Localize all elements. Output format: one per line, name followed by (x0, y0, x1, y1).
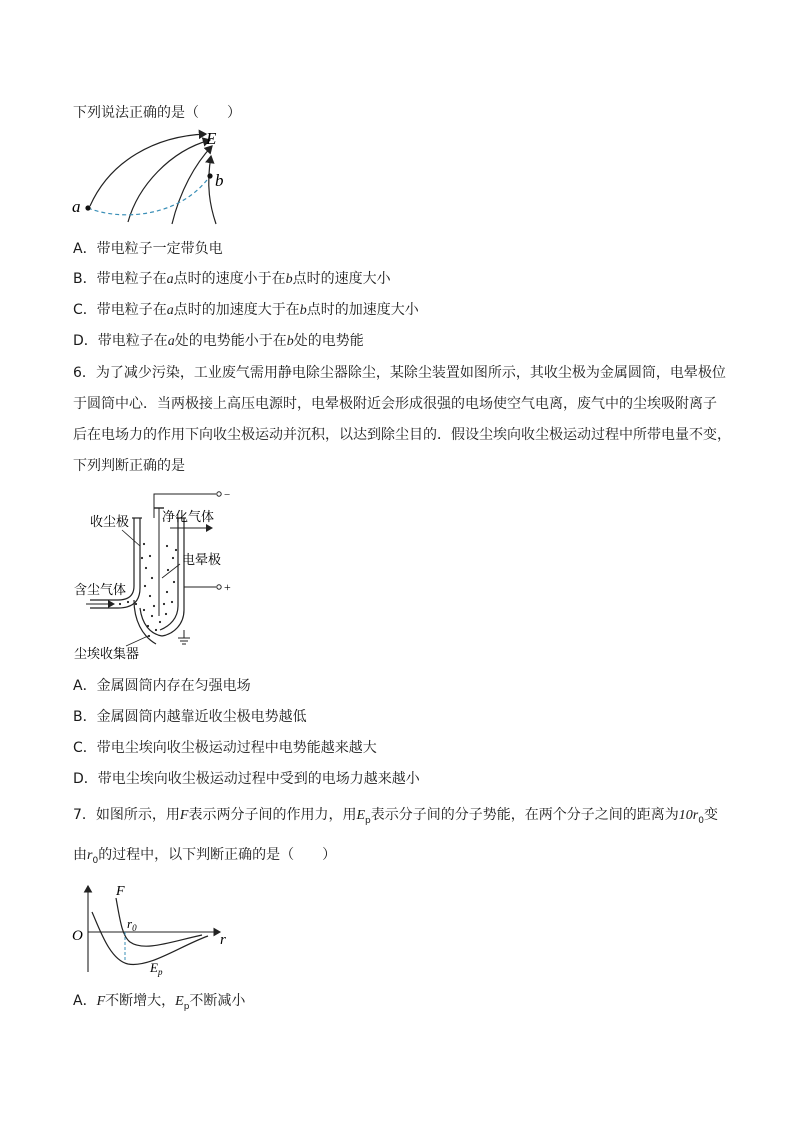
terminal-positive (217, 585, 221, 589)
label-clean-gas: 净化气体 (162, 510, 215, 525)
point-a (85, 205, 90, 210)
label-r0: $r_0$ (127, 916, 137, 933)
label-dusty-gas: 含尘气体 (74, 583, 127, 598)
label-r: r (220, 932, 226, 948)
ground-symbol (178, 630, 190, 644)
label-o: O (72, 928, 83, 944)
q6-precipitator-figure (70, 486, 270, 661)
q6-line-1: 6．为了减少污染，工业废气需用静电除尘器除尘，某除尘装置如图所示，其收尘极为金属圆筒，电晕极位 (73, 365, 726, 381)
q7-option-a: A．F不断增大，$E_p$不断减小 (73, 993, 246, 1012)
point-b (207, 173, 212, 178)
label-ep: $E_p$ (150, 960, 163, 977)
q5-stem: 下列说法正确的是（ ） (73, 105, 241, 121)
q5-option-a: A．带电粒子一定带负电 (73, 241, 223, 257)
q6-option-d: D．带电尘埃向收尘极运动过程中受到的电场力越来越小 (73, 771, 420, 787)
label-minus: − (224, 489, 231, 501)
q6-line-4: 下列判断正确的是 (73, 458, 185, 474)
terminal-negative (217, 492, 221, 496)
label-corona: 电晕极 (182, 553, 222, 568)
cylinder-right-wall (160, 518, 178, 630)
q5-option-b: B．带电粒子在a点时的速度小于在b点时的速度大小 (73, 271, 391, 287)
q6-line-2: 于圆筒中心．当两极接上高压电源时，电晕极附近会形成很强的电场使空气电离，废气中的尘埃吸附离子 (73, 396, 717, 412)
q5-option-d: D．带电粒子在a处的电势能小于在b处的电势能 (73, 333, 364, 349)
cylinder-bottom (134, 600, 162, 644)
cylinder-right-inner (162, 518, 184, 636)
label-plus: + (224, 580, 231, 594)
field-line-2 (128, 140, 210, 222)
q7-force-energy-graph (70, 880, 240, 978)
q5-option-c: C．带电粒子在a点时的加速度大于在b点时的加速度大小 (73, 302, 419, 318)
q5-field-line-figure (70, 126, 240, 226)
field-line-3 (172, 146, 212, 224)
q6-option-a: A．金属圆筒内存在匀强电场 (73, 678, 251, 694)
dust-particles (119, 543, 177, 637)
label-b: b (215, 171, 224, 190)
label-a: a (72, 197, 81, 216)
label-f: F (116, 884, 125, 899)
field-line-4 (209, 156, 216, 224)
label-e: E (206, 129, 217, 148)
q7-line-2: 由$r_0$的过程中，以下判断正确的是（ ） (73, 847, 337, 866)
q6-option-c: C．带电尘埃向收尘极运动过程中电势能越来越大 (73, 740, 377, 756)
label-dust-box: 尘埃收集器 (74, 647, 140, 661)
q6-option-b: B．金属圆筒内越靠近收尘极电势越低 (73, 709, 307, 725)
field-line-1 (90, 134, 206, 206)
label-collector: 收尘极 (90, 515, 130, 530)
q7-line-1: 7．如图所示，用F表示两分子间的作用力，用$E_p$表示分子间的分子势能，在两个分子之间的距离为$10r_0$变 (73, 807, 718, 826)
q6-line-3: 后在电场力的作用下向收尘极运动并沉积，以达到除尘目的．假设尘埃向收尘极运动过程中所带电量不变， (73, 427, 731, 443)
